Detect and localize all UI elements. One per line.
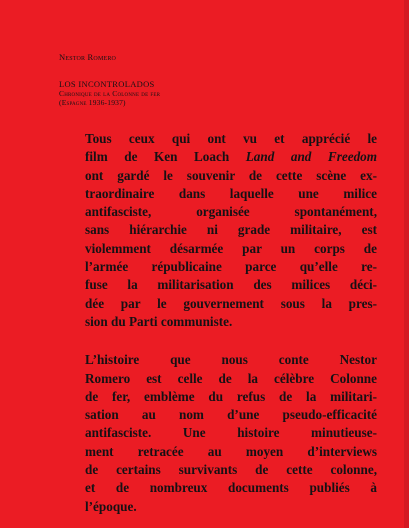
text-line: ment retracée au moyen d’interviews bbox=[85, 443, 377, 459]
text-line: l’armée républicaine parce qu’elle re- bbox=[85, 259, 377, 275]
text-line: sation au nom d’une pseudo-efficacité bbox=[85, 407, 377, 423]
text-line: traordinaire dans laquelle une milice bbox=[85, 185, 377, 201]
film-title: Land and Freedom bbox=[245, 149, 378, 165]
text-line: sion du Parti communiste. bbox=[85, 313, 233, 329]
text-span: film de Ken Loach bbox=[85, 149, 230, 165]
book-subtitle: Chronique de la Colonne de fer bbox=[59, 89, 161, 98]
text-line: ont gardé le souvenir de cette scène ex- bbox=[85, 167, 377, 183]
text-line: dée par le gouvernement sous la pres- bbox=[85, 295, 377, 311]
text-line: antifasciste, organisée spontanément, bbox=[85, 204, 377, 220]
text-line: sans hiérarchie ni grade militaire, est bbox=[85, 222, 377, 238]
text-line: l’époque. bbox=[85, 498, 137, 514]
author-name: Nestor Romero bbox=[59, 52, 117, 62]
text-line: L’histoire que nous conte Nestor bbox=[85, 352, 377, 368]
text-line: violemment désarmée par un corps de bbox=[85, 240, 377, 256]
text-line: Romero est celle de la célèbre Colonne bbox=[85, 370, 377, 386]
header-block bbox=[59, 52, 379, 107]
title-block bbox=[59, 79, 379, 107]
text-line: de fer, emblème du refus de la militari- bbox=[85, 388, 377, 404]
book-dates: (Espagne 1936-1937) bbox=[59, 98, 126, 107]
cover-edge bbox=[404, 0, 409, 528]
blurb-paragraph-1 bbox=[85, 130, 377, 331]
text-line: et de nombreux documents publiés à bbox=[85, 480, 377, 496]
text-line bbox=[85, 148, 377, 166]
text-line: antifasciste. Une histoire minutieuse- bbox=[85, 425, 377, 441]
book-title: LOS INCONTROLADOS bbox=[59, 79, 155, 89]
text-line: de certains survivants de cette colonne, bbox=[85, 462, 377, 478]
blurb-paragraph-2 bbox=[85, 351, 377, 516]
text-line: Tous ceux qui ont vu et apprécié le bbox=[85, 131, 377, 146]
text-line: fuse la militarisation des milices déci- bbox=[85, 277, 377, 293]
blurb bbox=[85, 130, 377, 516]
